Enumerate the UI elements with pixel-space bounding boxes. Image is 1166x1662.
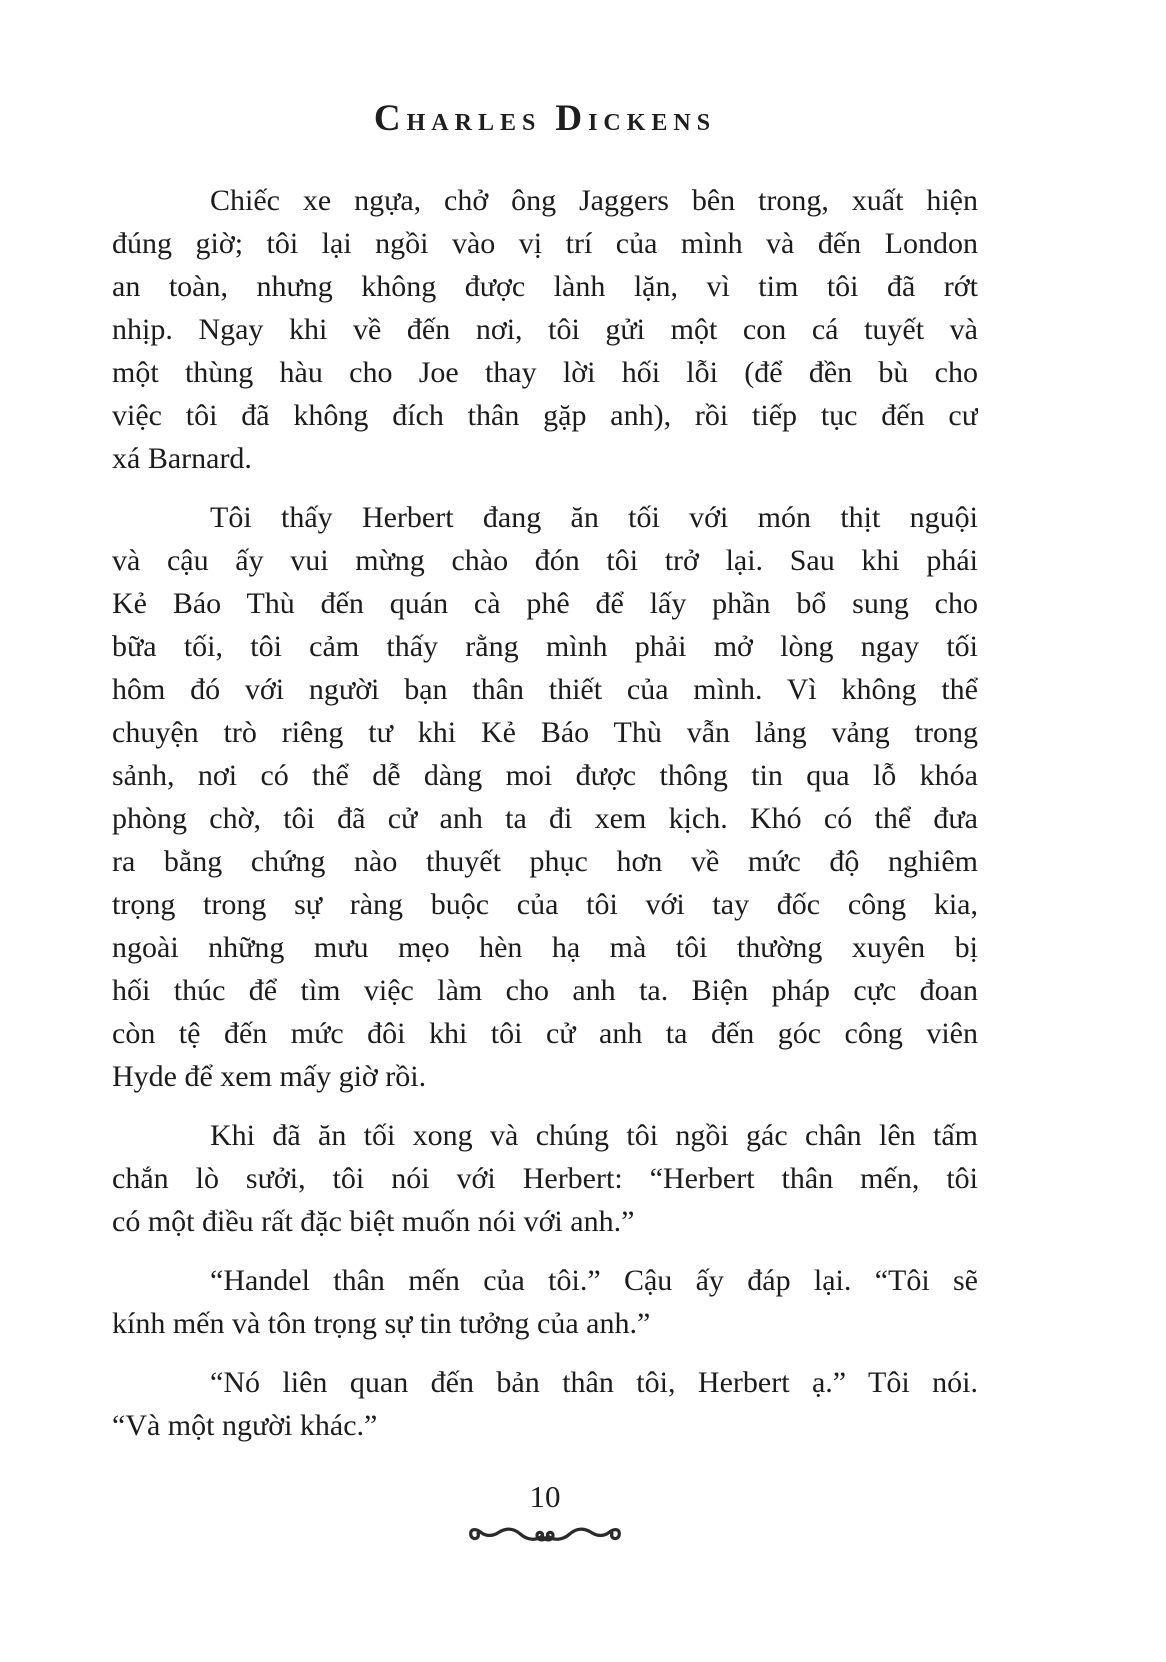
text-line: có một điều rất đặc biệt muốn nói với anh.” [112, 1205, 635, 1238]
text-line: Hyde để xem mấy giờ rồi. [112, 1060, 427, 1093]
page-content [112, 0, 978, 1554]
text-line: an toàn, nhưng không được lành lặn, vì tim tôi đã rớt [112, 270, 978, 303]
header-initial: C [373, 98, 407, 139]
text-line: Kẻ Báo Thù đến quán cà phê để lấy phần bổ sung cho [112, 587, 978, 620]
text-line: sảnh, nơi có thể dễ dàng moi được thông tin qua lỗ khóa [112, 759, 978, 792]
text-line: Chiếc xe ngựa, chở ông Jaggers bên trong, xuất hiện [210, 184, 978, 217]
paragraph [112, 1114, 978, 1243]
text-line: còn tệ đến mức đôi khi tôi cử anh ta đến góc công viên [112, 1017, 978, 1050]
paragraph [112, 496, 978, 1098]
text-line: ngoài những mưu mẹo hèn hạ mà tôi thường xuyên bị [112, 931, 978, 964]
body-text [112, 179, 978, 1447]
text-line: chắn lò sưởi, tôi nói với Herbert: “Herbert thân mến, tôi [112, 1162, 978, 1195]
text-line: “Handel thân mến của tôi.” Cậu ấy đáp lại. “Tôi sẽ [210, 1264, 978, 1297]
text-line: việc tôi đã không đích thân gặp anh), rồi tiếp tục đến cư [112, 399, 978, 432]
text-line: xá Barnard. [112, 442, 252, 475]
text-line: Khi đã ăn tối xong và chúng tôi ngồi gác chân lên tấm [210, 1119, 978, 1152]
flourish-ornament-icon [112, 1519, 978, 1554]
text-line: hối thúc để tìm việc làm cho anh ta. Biện pháp cực đoan [112, 974, 978, 1007]
paragraph [112, 1361, 978, 1447]
header-initial: D [555, 98, 589, 139]
header-word: DICKENS [555, 98, 717, 139]
text-line: trọng trong sự ràng buộc của tôi với tay đốc công kia, [112, 888, 978, 921]
text-line: đúng giờ; tôi lại ngồi vào vị trí của mình và đến London [112, 227, 978, 260]
text-line: một thùng hàu cho Joe thay lời hối lỗi (để đền bù cho [112, 356, 978, 389]
paragraph [112, 179, 978, 480]
text-line: ra bằng chứng nào thuyết phục hơn về mức độ nghiêm [112, 845, 978, 878]
text-line: “Và một người khác.” [112, 1409, 378, 1442]
text-line: phòng chờ, tôi đã cử anh ta đi xem kịch. Khó có thể đưa [112, 802, 978, 835]
book-author-header [112, 0, 978, 137]
text-line: Tôi thấy Herbert đang ăn tối với món thịt nguội [210, 501, 978, 534]
text-line: hôm đó với người bạn thân thiết của mình. Vì không thể [112, 673, 978, 706]
text-line: nhịp. Ngay khi về đến nơi, tôi gửi một con cá tuyết và [112, 313, 978, 346]
page-footer [112, 1477, 978, 1554]
text-line: bữa tối, tôi cảm thấy rằng mình phải mở lòng ngay tối [112, 630, 978, 663]
header-word: CHARLES [373, 98, 542, 139]
text-line: “Nó liên quan đến bản thân tôi, Herbert ạ.” Tôi nói. [210, 1366, 978, 1399]
paragraph [112, 1259, 978, 1345]
text-line: kính mến và tôn trọng sự tin tưởng của anh.” [112, 1307, 651, 1340]
page-number: 10 [529, 1479, 561, 1514]
text-line: và cậu ấy vui mừng chào đón tôi trở lại. Sau khi phái [112, 544, 978, 577]
text-line: chuyện trò riêng tư khi Kẻ Báo Thù vẫn lảng vảng trong [112, 716, 978, 749]
